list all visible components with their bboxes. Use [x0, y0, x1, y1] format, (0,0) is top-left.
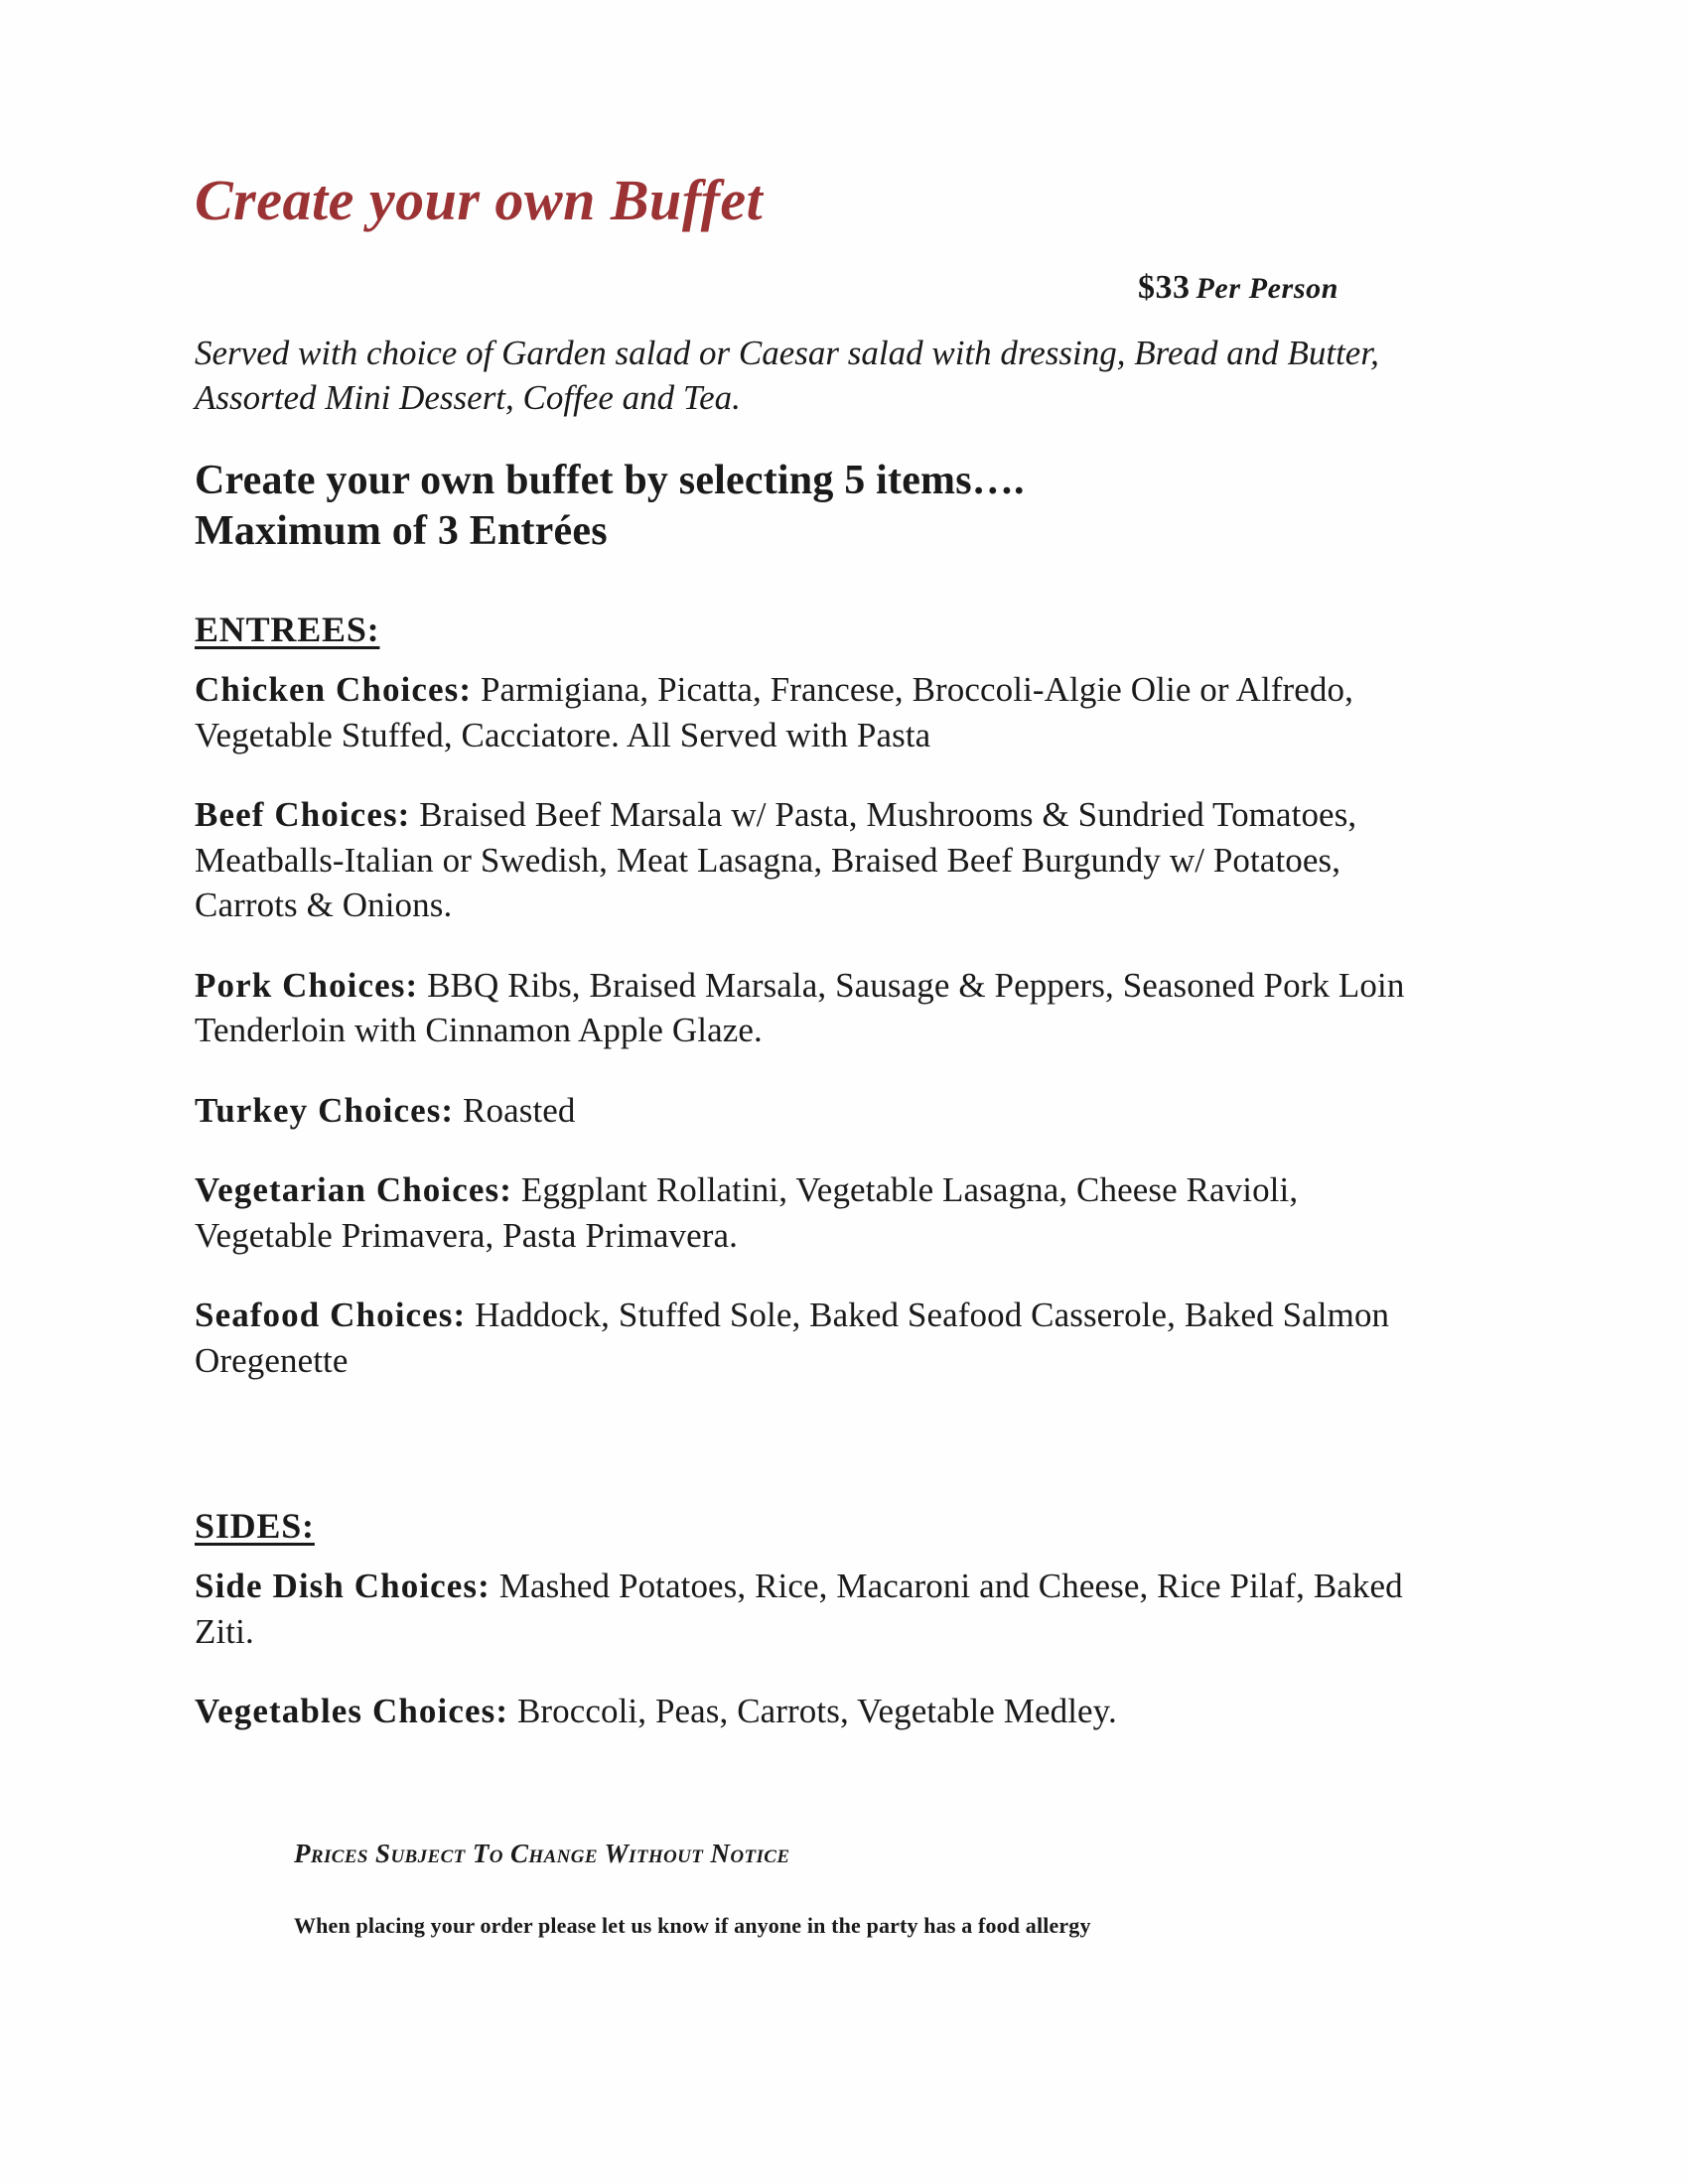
choice-value: Broccoli, Peas, Carrots, Vegetable Medley. — [508, 1692, 1117, 1731]
section-entrees — [195, 557, 1476, 1383]
choice-value: Mashed Potatoes, Rice, Macaroni and Cheese, Rice Pilaf, Baked Ziti. — [195, 1567, 1403, 1651]
choice-value: Eggplant Rollatini, Vegetable Lasagna, Cheese Ravioli, Vegetable Primavera, Pasta Primavera. — [195, 1170, 1299, 1255]
selection-heading-line-1: Create your own buffet by selecting 5 items…. — [195, 457, 1025, 503]
section-heading-sides: SIDES: — [195, 1506, 315, 1547]
choice-value: BBQ Ribs, Braised Marsala, Sausage & Peppers, Seasoned Pork Loin Tenderloin with Cinnamon Apple Glaze. — [195, 965, 1405, 1050]
price-unit: Per Person — [1196, 271, 1338, 305]
choice-line-side-dish — [195, 1564, 1436, 1654]
page-footer — [294, 1839, 1436, 1939]
choice-line-vegetarian — [195, 1167, 1436, 1258]
served-with-description: Served with choice of Garden salad or Caesar salad with dressing, Bread and Butter, Assorted Mini Dessert, Coffee and Tea. — [195, 333, 1379, 418]
choice-label: Beef Choices: — [195, 795, 411, 835]
choice-line-vegetables — [195, 1689, 1436, 1734]
choice-label: Seafood Choices: — [195, 1296, 467, 1335]
section-heading-entrees: ENTREES: — [195, 610, 380, 650]
footer-allergy-notice: When placing your order please let us know if anyone in the party has a food allergy — [294, 1913, 1091, 1938]
choice-value: Parmigiana, Picatta, Francese, Broccoli-Algie Olie or Alfredo, Vegetable Stuffed, Cacciatore. All Served with Pasta — [195, 670, 1353, 754]
choice-label: Vegetarian Choices: — [195, 1170, 512, 1210]
choice-value: Roasted — [454, 1090, 576, 1130]
menu-content — [195, 0, 1476, 1769]
choice-label: Turkey Choices: — [195, 1090, 455, 1130]
choice-label: Vegetables Choices: — [195, 1692, 509, 1731]
selection-heading-line-2: Maximum of 3 Entrées — [195, 508, 608, 555]
choice-line-seafood — [195, 1293, 1436, 1383]
choice-label: Chicken Choices: — [195, 670, 473, 710]
section-sides — [195, 1418, 1476, 1734]
page-title: Create your own Buffet — [195, 168, 764, 232]
choice-line-pork — [195, 963, 1436, 1053]
price-amount: $33 — [1138, 268, 1191, 306]
price-line — [195, 269, 1476, 307]
choice-line-chicken — [195, 667, 1436, 757]
choice-line-beef — [195, 792, 1436, 928]
choice-label: Side Dish Choices: — [195, 1567, 491, 1606]
choice-value: Haddock, Stuffed Sole, Baked Seafood Casserole, Baked Salmon Oregenette — [195, 1296, 1390, 1380]
choice-value: Braised Beef Marsala w/ Pasta, Mushrooms & Sundried Tomatoes, Meatballs-Italian or Swedish, Meat Lasagna, Braised Beef Burgundy w/ Potatoes, Carrots & Onions. — [195, 795, 1357, 925]
choice-line-turkey — [195, 1088, 1436, 1134]
footer-price-notice: Prices Subject To Change Without Notice — [294, 1839, 790, 1868]
selection-heading — [195, 456, 1476, 557]
choice-label: Pork Choices: — [195, 965, 419, 1005]
